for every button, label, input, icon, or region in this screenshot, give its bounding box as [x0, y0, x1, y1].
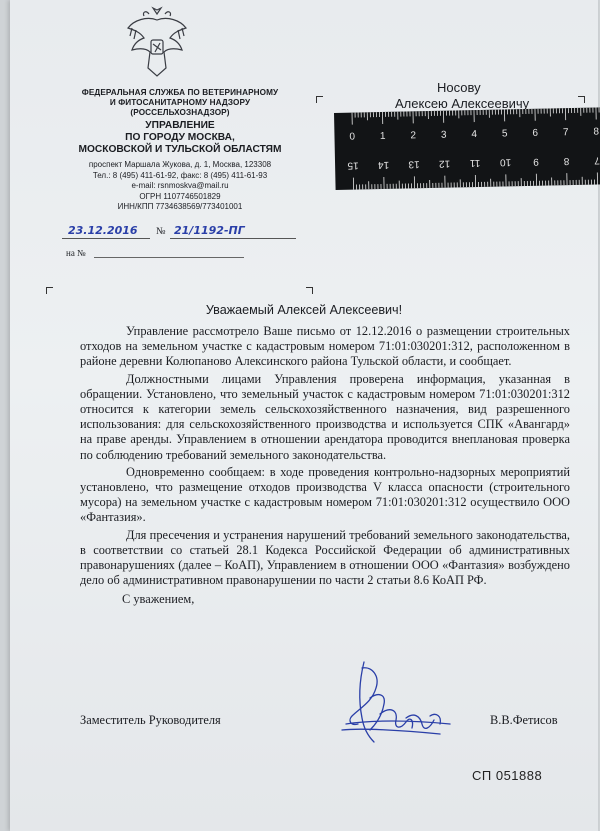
ruler-number-top: 4: [471, 129, 478, 141]
ruler-number-bottom: 11: [469, 156, 481, 169]
paragraph: Одновременно сообщаем: в ходе проведения контрольно-надзорных мероприятий установлено, что размещение отходов производства V класса опасности (строительного мусора) на земельном участке с кадастровым номером 71:01:030201:312 осуществило ООО «Фантазия».: [80, 464, 570, 525]
ruler-number-top: 1: [379, 130, 386, 143]
corner-mark: [46, 287, 53, 294]
signature-row: [80, 713, 570, 728]
sender-header: [50, 88, 310, 213]
letter-body: [80, 324, 570, 610]
signer-position: Заместитель Руководителя: [80, 713, 221, 727]
department-name: УПРАВЛЕНИЕ ПО ГОРОДУ МОСКВА, МОСКОВСКОЙ И ТУЛЬСКОЙ ОБЛАСТЯМ: [78, 120, 282, 155]
greeting: Уважаемый Алексей Алексеевич!: [205, 303, 403, 317]
measuring-ruler: [334, 107, 600, 190]
outgoing-number: 21/1192-ПГ: [174, 224, 245, 237]
ruler-number-bottom: 9: [533, 155, 539, 167]
recipient-surname: Носову: [437, 80, 481, 95]
corner-mark: [316, 96, 323, 103]
handwritten-signature: [340, 658, 460, 758]
paragraph: Должностными лицами Управления проверена информация, указанная в обращении. Установлено, что земельный участок с кадастровым номером 71:01:030201:312 относится к категории земель сельскохозяйственного назначения, вид разрешенного использования: для сельскохозяйственного производства и используется СПК «Авангард» на праве аренды. Управлением в отношении арендатора проводится внеплановая проверка по соблюдению требований земельного законодательства.: [80, 371, 570, 462]
recipient-name: Алексею Алексеевичу: [395, 96, 530, 111]
corner-mark: [306, 287, 313, 294]
recipient-block: [350, 80, 580, 112]
closing: С уважением,: [122, 592, 195, 607]
outgoing-date: 23.12.2016: [68, 224, 138, 237]
ruler-number-top: 3: [440, 129, 447, 141]
org-name: ФЕДЕРАЛЬНАЯ СЛУЖБА ПО ВЕТЕРИНАРНОМУ И ФИТОСАНИТАРНОМУ НАДЗОРУ (РОССЕЛЬХОЗНАДЗОР): [81, 88, 279, 117]
outgoing-number-line: [56, 224, 296, 246]
coat-of-arms-emblem: [122, 6, 192, 78]
ruler-number-bottom: 10: [499, 156, 512, 168]
ruler-number-top: 8: [593, 126, 600, 138]
ruler-scale: [334, 107, 600, 190]
form-serial-number: СП 051888: [472, 768, 543, 783]
ruler-number-bottom: 15: [347, 159, 359, 171]
signer-name: В.В.Фетисов: [490, 713, 558, 727]
letter-page: [10, 0, 598, 831]
ruler-number-bottom: 12: [438, 157, 451, 169]
paragraph: Для пресечения и устранения нарушений требований земельного законодательства, в соответствии со статьей 28.1 Кодекса Российской Федерации об административных правонарушениях (далее – КоАП), Управлением в отношении ООО «Фантазия» возбуждено дело об административном правонарушении по части 2 статьи 8.6 КоАП РФ.: [80, 527, 570, 588]
ruler-number-top: 0: [349, 131, 356, 143]
ruler-number-top: 7: [562, 127, 569, 139]
ruler-number-bottom: 14: [377, 158, 390, 171]
ruler-number-bottom: 13: [408, 158, 420, 170]
ruler-number-top: 6: [532, 127, 539, 139]
ruler-number-top: 2: [410, 130, 417, 142]
ruler-number-bottom: 8: [563, 155, 570, 167]
reference-number-line: на №: [66, 248, 244, 258]
contact-details: проспект Маршала Жукова, д. 1, Москва, 123308 Тел.: 8 (495) 411-61-92, факс: 8 (495) 411-61-93 e-mail: rsnmoskva@mail.ru ОГРН 1107746501829 ИНН/КПП 7734638569/773401001: [88, 160, 272, 211]
ruler-number-bottom: 7: [594, 154, 600, 166]
number-label: №: [156, 226, 166, 237]
ruler-number-top: 5: [501, 128, 508, 140]
paragraph: Управление рассмотрело Ваше письмо от 12.12.2016 о размещении строительных отходов на земельном участке с кадастровым номером 71:01:030201:312, расположенном в районе деревни Колюпаново Алексинского района Тульской области, и сообщает.: [80, 324, 570, 369]
